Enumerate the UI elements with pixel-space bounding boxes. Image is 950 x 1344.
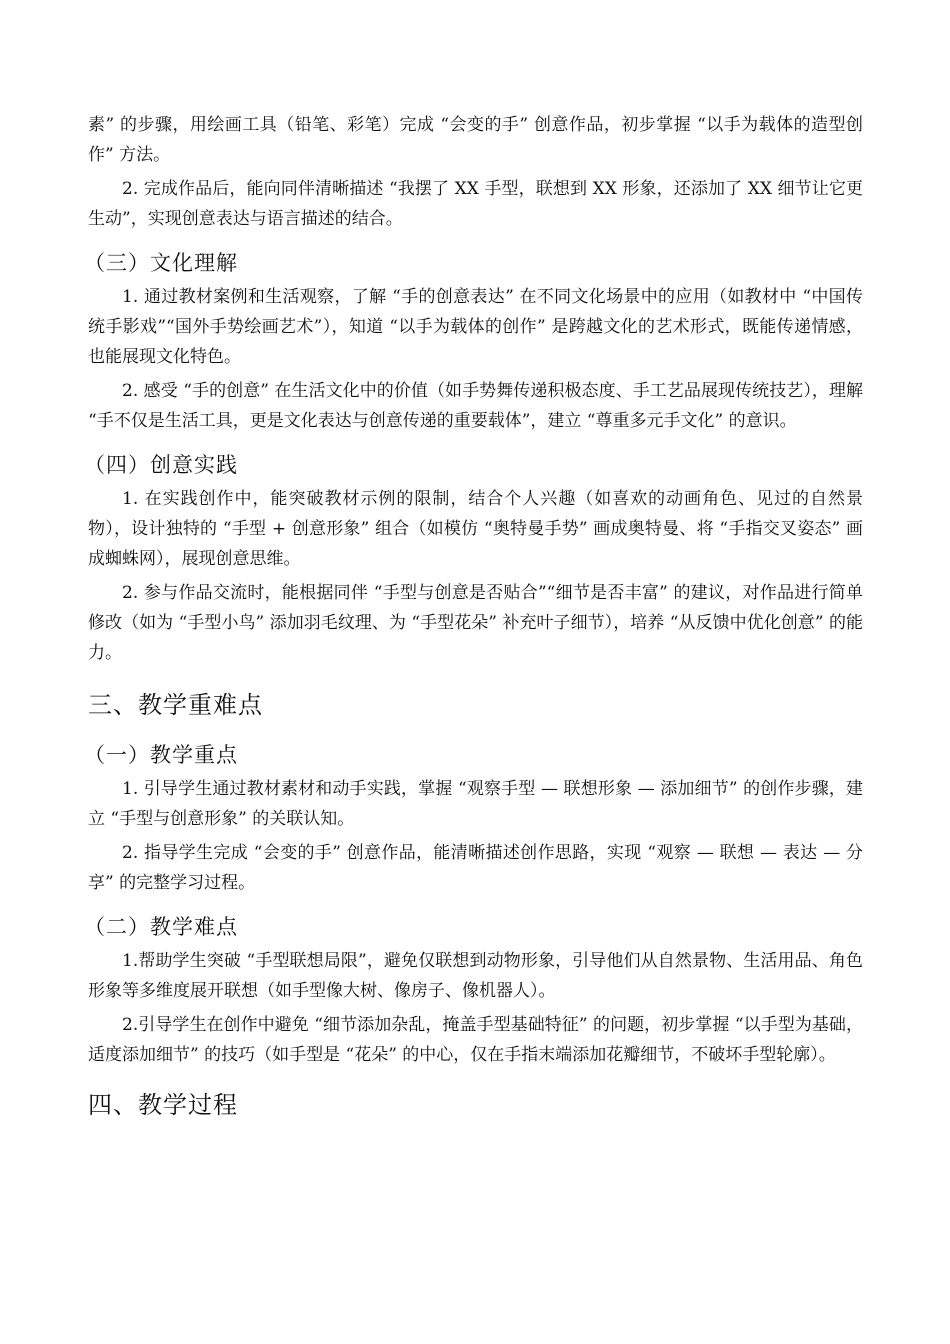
- heading-teaching-key-points: （一）教学重点: [84, 743, 238, 767]
- paragraph-key-2: 2. 指导学生完成 “会变的手” 创意作品，能清晰描述创作思路，实现 “观察 — 联想 — 表达 — 分享” 的完整学习过程。: [88, 843, 863, 893]
- paragraph-practice-2: 2. 参与作品交流时，能根据同伴 “手型与创意是否贴合”“细节是否丰富” 的建议，对作品进行简单修改（如为 “手型小鸟” 添加羽毛纹理、为 “手型花朵” 补充叶子细节），培养 “从反馈中优化创意” 的能力。: [88, 583, 863, 663]
- paragraph-intro-2: 2. 完成作品后，能向同伴清晰描述 “我摆了 XX 手型，联想到 XX 形象，还添加了 XX 细节让它更生动”，实现创意表达与语言描述的结合。: [88, 179, 863, 229]
- paragraph-culture-1: 1. 通过教材案例和生活观察，了解 “手的创意表达” 在不同文化场景中的应用（如教材中 “中国传统手影戏”“国外手势绘画艺术”），知道 “以手为载体的创作” 是跨越文化的艺术形式，既能传递情感，也能展现文化特色。: [88, 287, 863, 367]
- heading-section-3: 三、教学重难点: [88, 691, 263, 719]
- heading-culture-understanding: （三）文化理解: [84, 251, 238, 275]
- heading-teaching-difficulties: （二）教学难点: [84, 915, 238, 939]
- paragraph-difficulty-2: 2.引导学生在创作中避免 “细节添加杂乱，掩盖手型基础特征” 的问题，初步掌握 “以手型为基础，适度添加细节” 的技巧（如手型是 “花朵” 的中心，仅在手指末端添加花瓣细节，不破坏手型轮廓）。: [88, 1015, 863, 1065]
- paragraph-practice-1: 1. 在实践创作中，能突破教材示例的限制，结合个人兴趣（如喜欢的动画角色、见过的自然景物），设计独特的 “手型 + 创意形象” 组合（如模仿 “奥特曼手势” 画成奥特曼、将 “手指交叉姿态” 画成蜘蛛网），展现创意思维。: [88, 489, 863, 569]
- paragraph-culture-2: 2. 感受 “手的创意” 在生活文化中的价值（如手势舞传递积极态度、手工艺品展现传统技艺），理解 “手不仅是生活工具，更是文化表达与创意传递的重要载体”，建立 “尊重多元手文化” 的意识。: [88, 381, 863, 431]
- heading-creative-practice: （四）创意实践: [84, 453, 238, 477]
- paragraph-intro-continued: 素” 的步骤，用绘画工具（铅笔、彩笔）完成 “会变的手” 创意作品，初步掌握 “以手为载体的造型创作” 方法。: [88, 115, 863, 165]
- document-page: [84, 110, 863, 1122]
- paragraph-key-1: 1. 引导学生通过教材素材和动手实践，掌握 “观察手型 — 联想形象 — 添加细节” 的创作步骤，建立 “手型与创意形象” 的关联认知。: [88, 779, 863, 829]
- paragraph-difficulty-1: 1.帮助学生突破 “手型联想局限”，避免仅联想到动物形象，引导他们从自然景物、生活用品、角色形象等多维度展开联想（如手型像大树、像房子、像机器人）。: [88, 951, 863, 1001]
- heading-section-4: 四、教学过程: [88, 1091, 238, 1119]
